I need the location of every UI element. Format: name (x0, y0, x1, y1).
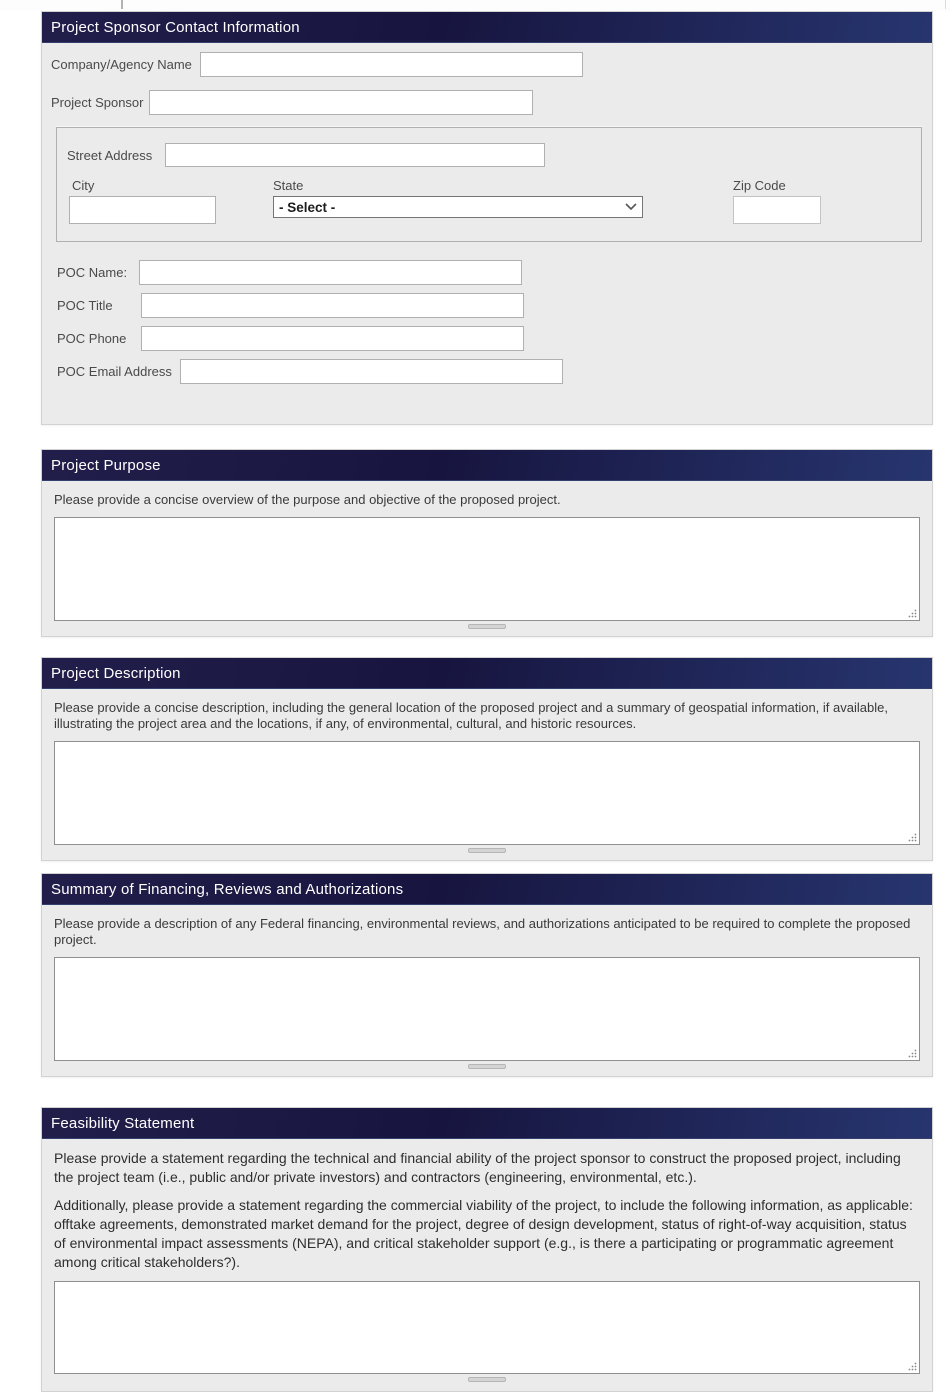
project-purpose-textarea[interactable] (54, 517, 920, 621)
poc-title-input[interactable] (141, 293, 524, 318)
feasibility-textarea[interactable] (54, 1281, 920, 1374)
section-financing-summary (41, 873, 933, 1077)
section-title: Feasibility Statement (51, 1115, 195, 1132)
resize-drag-bar[interactable] (468, 848, 506, 853)
state-label: State (273, 178, 304, 193)
resize-drag-bar[interactable] (468, 1064, 506, 1069)
city-column (69, 178, 216, 224)
feasibility-statement-header (42, 1108, 932, 1139)
poc-phone-row (42, 326, 932, 351)
section-feasibility-statement (41, 1107, 933, 1392)
section-title: Project Description (51, 665, 181, 682)
poc-email-row (42, 359, 932, 384)
instruction-paragraph-1: Please provide a statement regarding the technical and financial ability of the project sponsor to construct the proposed project, including the project team (i.e., public and/or private investors) and contractors (engineering, environmental, etc.). (54, 1150, 901, 1185)
city-state-zip-row (57, 178, 921, 224)
company-name-label: Company/Agency Name (51, 57, 192, 72)
poc-name-label: POC Name: (57, 265, 128, 280)
section-title: Summary of Financing, Reviews and Authorizations (51, 881, 404, 898)
clipped-input-edge (121, 0, 123, 9)
street-address-row (57, 143, 921, 167)
instruction-text: Please provide a description of any Federal financing, environmental reviews, and authorizations anticipated to be required to complete the proposed project. (54, 916, 911, 947)
project-purpose-header (42, 450, 932, 481)
sponsor-contact-body (42, 43, 932, 424)
feasibility-textarea-wrap (54, 1281, 920, 1374)
city-input[interactable] (69, 196, 216, 224)
section-title: Project Purpose (51, 457, 161, 474)
resize-grip-icon[interactable] (907, 832, 918, 843)
poc-name-input[interactable] (139, 260, 522, 285)
project-sponsor-input[interactable] (149, 90, 533, 115)
section-project-description (41, 657, 933, 861)
sponsor-contact-header (42, 12, 932, 43)
financing-summary-body (42, 905, 932, 1076)
resize-grip-icon[interactable] (907, 608, 918, 619)
resize-drag-bar[interactable] (468, 624, 506, 629)
section-project-purpose (41, 449, 933, 637)
project-sponsor-row (42, 90, 932, 115)
street-address-label: Street Address (67, 147, 153, 163)
clipped-panel-edge (945, 0, 946, 9)
section-title: Project Sponsor Contact Information (51, 19, 300, 36)
financing-summary-textarea[interactable] (54, 957, 920, 1061)
project-description-textarea-wrap (54, 741, 920, 845)
poc-name-row (42, 260, 932, 285)
section-sponsor-contact (41, 11, 933, 425)
financing-summary-textarea-wrap (54, 957, 920, 1061)
company-name-input[interactable] (200, 52, 583, 77)
street-address-input[interactable] (165, 143, 545, 167)
zip-code-input[interactable] (733, 196, 821, 224)
feasibility-statement-body (42, 1139, 932, 1391)
instruction-text: Please provide a concise overview of the purpose and objective of the proposed project. (54, 492, 561, 507)
project-description-textarea[interactable] (54, 741, 920, 845)
project-description-header (42, 658, 932, 689)
city-label: City (72, 178, 95, 193)
poc-phone-input[interactable] (141, 326, 524, 351)
resize-grip-icon[interactable] (907, 1361, 918, 1372)
zip-column (733, 178, 821, 224)
poc-phone-label: POC Phone (57, 331, 127, 346)
poc-title-label: POC Title (57, 298, 113, 313)
address-group (56, 127, 922, 242)
state-select[interactable] (273, 196, 643, 218)
poc-email-label: POC Email Address (57, 364, 172, 379)
project-purpose-body (42, 481, 932, 636)
project-purpose-textarea-wrap (54, 517, 920, 621)
resize-drag-bar[interactable] (468, 1377, 506, 1382)
state-select-wrap (273, 196, 643, 218)
poc-title-row (42, 293, 932, 318)
clipped-section-above (0, 0, 950, 11)
instruction-text: Please provide a concise description, including the general location of the proposed project and a summary of geospatial information, if available, illustrating the project area and the locations, if any, of environmental, cultural, and historic resources. (54, 700, 888, 731)
company-name-row (42, 52, 932, 77)
zip-code-label: Zip Code (733, 178, 786, 193)
resize-grip-icon[interactable] (907, 1048, 918, 1059)
project-sponsor-label: Project Sponsor (51, 95, 144, 110)
financing-summary-header (42, 874, 932, 905)
poc-email-input[interactable] (180, 359, 563, 384)
instruction-paragraph-2: Additionally, please provide a statement regarding the commercial viability of the project, to include the following information, as applicable: offtake agreements, demonstrated market demand for the project, degree of design development, status of right-of-way acquisition, status of environmental impact assessments (NEPA), and critical stakeholder support (e.g., is there a participating or programmatic agreement among critical stakeholders?). (54, 1197, 913, 1270)
state-column (273, 178, 643, 218)
project-description-body (42, 689, 932, 860)
